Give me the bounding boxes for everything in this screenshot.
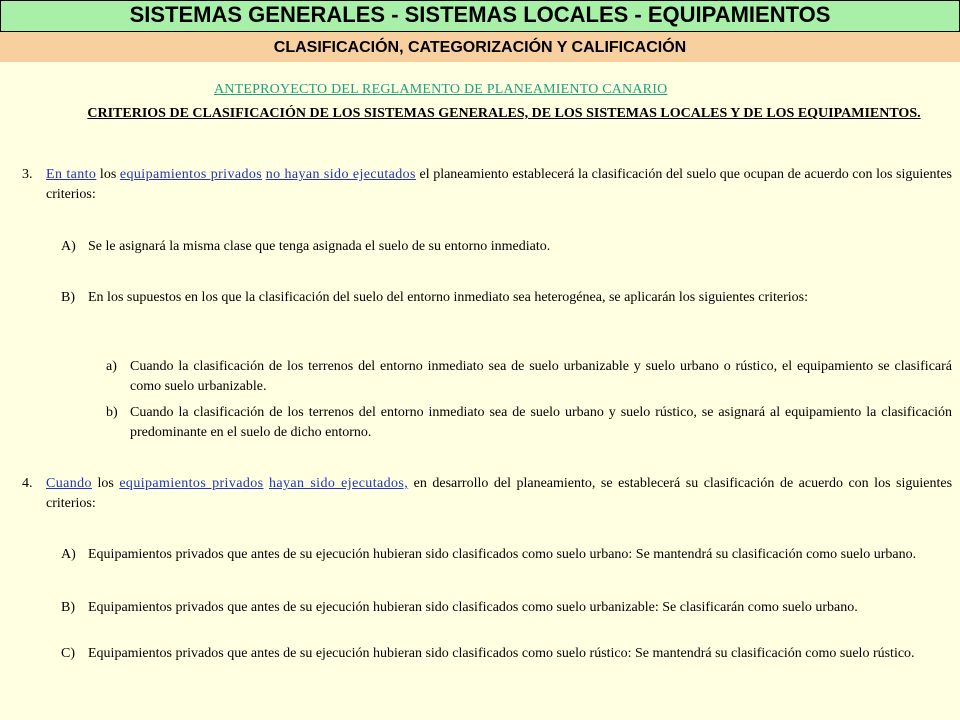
item-4-text — [46, 474, 952, 514]
text-fragment: los — [96, 167, 120, 182]
item-4-c-text: Equipamientos privados que antes de su ejecución hubieran sido clasificados como suelo rústico: Se mantendrá su clasificación como suelo rústico. — [88, 646, 915, 661]
item-3-b-text: En los supuestos en los que la clasificación del suelo del entorno inmediato sea heterogénea, se aplicarán los siguientes criterios: — [88, 290, 809, 305]
keyword-cuando[interactable]: Cuando — [46, 476, 92, 491]
item-4-number: 4. — [22, 476, 33, 491]
page-subtitle: CLASIFICACIÓN, CATEGORIZACIÓN Y CALIFICACIÓN — [0, 32, 960, 62]
item-4-c-label: C) — [61, 646, 75, 661]
item-3-b-b-label: b) — [106, 405, 118, 420]
page-title: SISTEMAS GENERALES - SISTEMAS LOCALES - EQUIPAMIENTOS — [0, 0, 960, 32]
item-3-a-label: A) — [61, 239, 76, 254]
item-3-text — [46, 165, 952, 205]
item-4-b-label: B) — [61, 600, 75, 615]
criteria-heading: CRITERIOS DE CLASIFICACIÓN DE LOS SISTEMAS GENERALES, DE LOS SISTEMAS LOCALES Y DE LOS EQUIPAMIENTOS. — [87, 106, 921, 121]
item-3-number: 3. — [22, 167, 33, 182]
keyword-no-hayan-sido-ejecutados[interactable]: no hayan sido ejecutados — [265, 167, 416, 182]
document-heading-link[interactable]: ANTEPROYECTO DEL REGLAMENTO DE PLANEAMIENTO CANARIO — [214, 82, 668, 97]
keyword-equipamientos-privados[interactable]: equipamientos privados — [119, 167, 263, 182]
item-3-a-text: Se le asignará la misma clase que tenga asignada el suelo de su entorno inmediato. — [88, 239, 551, 254]
item-4-b-text: Equipamientos privados que antes de su ejecución hubieran sido clasificados como suelo urbanizable: Se clasificarán como suelo urbano. — [88, 600, 858, 615]
text-fragment: el planeamiento establecerá la clasificación del suelo que ocupan de acuerdo con los siguientes criterios: — [46, 167, 953, 202]
item-3-b-label: B) — [61, 290, 75, 305]
item-3-b-a-text: Cuando la clasificación de los terrenos del entorno inmediato sea de suelo urbanizable y suelo urbano o rústico, el equipamiento se clasificará como suelo urbanizable. — [130, 359, 952, 394]
keyword-hayan-sido-ejecutados[interactable]: hayan sido ejecutados, — [269, 476, 409, 491]
item-3-b-b-text: Cuando la clasificación de los terrenos del entorno inmediato sea de suelo urbano y suelo rústico, se asignará al equipamiento la clasificación predominante en el suelo de dicho entorno. — [130, 405, 952, 440]
item-4-a-label: A) — [61, 547, 76, 562]
item-4-a-text: Equipamientos privados que antes de su ejecución hubieran sido clasificados como suelo urbano: Se mantendrá su clasificación como suelo urbano. — [88, 547, 917, 562]
text-fragment: los — [91, 476, 120, 491]
text-fragment: en desarrollo del planeamiento, se establecerá su clasificación de acuerdo con los siguientes criterios: — [46, 476, 953, 511]
keyword-equipamientos-privados[interactable]: equipamientos privados — [119, 476, 264, 491]
keyword-en-tanto[interactable]: En tanto — [46, 167, 97, 182]
item-3-b-a-label: a) — [106, 359, 117, 374]
